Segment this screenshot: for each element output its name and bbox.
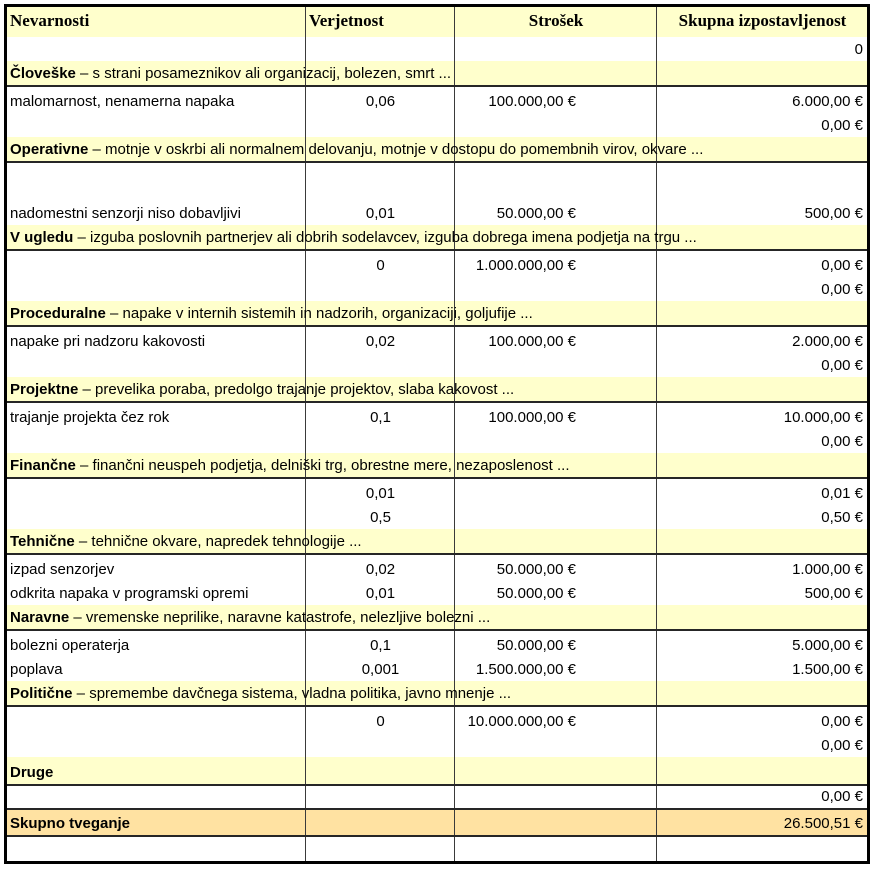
table-row	[6, 113, 869, 137]
probability-cell[interactable]	[306, 733, 455, 757]
probability-cell[interactable]: 0	[306, 250, 455, 277]
section-label: Operativne	[10, 140, 89, 158]
section-cell[interactable]	[6, 757, 306, 785]
section-label: Projektne	[10, 380, 79, 398]
cell[interactable]	[657, 605, 869, 630]
table-row	[6, 429, 869, 453]
table-row	[6, 326, 869, 353]
section-text	[10, 65, 451, 82]
probability-cell[interactable]	[306, 37, 455, 61]
cost-cell[interactable]	[455, 478, 657, 505]
section-row-cloveske	[6, 61, 869, 86]
probability-cell[interactable]: 0,01	[306, 581, 455, 605]
probability-cell[interactable]: 0	[306, 706, 455, 733]
section-cell[interactable]	[6, 301, 533, 326]
probability-cell[interactable]: 0,02	[306, 326, 455, 353]
hazard-cell[interactable]	[6, 706, 306, 733]
section-label: Druge	[10, 763, 54, 781]
cell[interactable]	[657, 377, 869, 402]
hazard-cell[interactable]	[6, 429, 306, 453]
hazard-cell[interactable]	[6, 733, 306, 757]
cell[interactable]	[455, 529, 657, 554]
cost-cell[interactable]	[455, 277, 657, 301]
table-row	[6, 505, 869, 529]
exposure-cell[interactable]: 5.000,00 €	[657, 630, 869, 657]
hazard-cell[interactable]: trajanje projekta čez rok	[10, 408, 170, 426]
table-row	[6, 353, 869, 377]
probability-cell[interactable]: 0,01	[306, 198, 455, 225]
section-desc: – prevelika poraba, predolgo trajanje projektov, slaba kakovost ...	[78, 380, 515, 398]
cell[interactable]	[455, 757, 657, 785]
cell[interactable]	[657, 681, 869, 706]
cost-cell[interactable]	[455, 733, 657, 757]
exposure-cell[interactable]: 0,00 €	[657, 353, 869, 377]
section-cell[interactable]	[6, 529, 362, 554]
section-row-tehnicne	[6, 529, 869, 554]
cell[interactable]	[306, 757, 455, 785]
section-row-politicne	[6, 681, 869, 706]
section-cell[interactable]	[6, 137, 704, 162]
probability-cell[interactable]: 0,1	[306, 630, 455, 657]
cost-cell[interactable]: 1.500.000,00 €	[455, 657, 657, 681]
section-text	[10, 229, 697, 246]
probability-cell[interactable]	[306, 353, 455, 377]
spacer-row	[6, 162, 869, 198]
spreadsheet-page	[0, 4, 882, 893]
section-label: Finančne	[10, 456, 76, 474]
section-cell[interactable]	[6, 681, 512, 706]
hazard-cell[interactable]	[6, 250, 306, 277]
cost-cell[interactable]: 1.000.000,00 €	[455, 250, 657, 277]
exposure-cell[interactable]: 0,00 €	[657, 429, 869, 453]
table-row	[6, 37, 869, 61]
col-header-nevarnosti[interactable]: Nevarnosti	[6, 6, 306, 37]
hazard-cell[interactable]: napake pri nadzoru kakovosti	[10, 332, 206, 350]
cell[interactable]	[455, 809, 657, 836]
hazard-cell[interactable]: poplava	[10, 660, 63, 678]
table-row	[6, 86, 869, 113]
hazard-cell[interactable]: nadomestni senzorji niso dobavljivi	[10, 204, 241, 222]
hazard-cell[interactable]: izpad senzorjev	[10, 560, 115, 578]
total-label-cell[interactable]: Skupno tveganje	[6, 809, 306, 836]
section-text	[10, 533, 362, 550]
probability-cell[interactable]: 0,1	[306, 402, 455, 429]
section-cell[interactable]	[6, 605, 491, 630]
total-value-cell[interactable]: 26.500,51 €	[657, 809, 869, 836]
exposure-cell[interactable]: 1.500,00 €	[657, 657, 869, 681]
section-label: Naravne	[10, 608, 70, 626]
hazard-cell[interactable]: odkrita napaka v programski opremi	[10, 584, 249, 602]
section-desc: – napake v internih sistemih in nadzorih, organizaciji, goljufije ...	[105, 304, 533, 322]
cost-cell[interactable]: 100.000,00 €	[455, 402, 657, 429]
section-desc: – izguba poslovnih partnerjev ali dobrih sodelavcev, izguba dobrega imena podjetja na trgu ...	[73, 228, 697, 246]
section-row-operativne	[6, 137, 869, 162]
cell[interactable]	[657, 301, 869, 326]
section-desc: – vremenske neprilike, naravne katastrofe, nelezljive bolezni ...	[69, 608, 491, 626]
cell[interactable]	[657, 529, 869, 554]
probability-cell[interactable]: 0,01	[306, 478, 455, 505]
section-text	[10, 685, 511, 702]
cell[interactable]	[455, 162, 657, 198]
cell[interactable]	[306, 162, 455, 198]
exposure-cell[interactable]: 6.000,00 €	[657, 86, 869, 113]
section-text	[10, 381, 514, 398]
total-row	[6, 809, 869, 836]
cost-cell[interactable]	[455, 113, 657, 137]
exposure-cell[interactable]: 1.000,00 €	[657, 554, 869, 581]
section-desc: – motnje v oskrbi ali normalnem delovanju, motnje v dostopu do pomembnih virov, okvare ...	[88, 140, 704, 158]
section-row-naravne	[6, 605, 869, 630]
probability-cell[interactable]	[306, 429, 455, 453]
hazard-cell[interactable]	[6, 785, 306, 809]
exposure-cell[interactable]: 0,00 €	[657, 250, 869, 277]
probability-cell[interactable]	[306, 113, 455, 137]
cell[interactable]	[657, 162, 869, 198]
hazard-cell[interactable]	[6, 37, 306, 61]
cost-cell[interactable]: 50.000,00 €	[455, 198, 657, 225]
exposure-cell[interactable]: 0,00 €	[657, 706, 869, 733]
table-row	[6, 630, 869, 657]
exposure-cell[interactable]: 0,50 €	[657, 505, 869, 529]
probability-cell[interactable]	[306, 785, 455, 809]
table-row	[6, 198, 869, 225]
section-desc: – tehnične okvare, napredek tehnologije ...	[74, 532, 362, 550]
table-row	[6, 277, 869, 301]
section-label: Proceduralne	[10, 304, 106, 322]
exposure-cell[interactable]: 10.000,00 €	[657, 402, 869, 429]
section-row-proceduralne	[6, 301, 869, 326]
cell[interactable]	[657, 836, 869, 863]
table-row	[6, 785, 869, 809]
hazard-cell[interactable]: malomarnost, nenamerna napaka	[10, 92, 235, 110]
cell[interactable]	[657, 453, 869, 478]
section-cell[interactable]	[6, 453, 570, 478]
exposure-cell[interactable]: 500,00 €	[657, 581, 869, 605]
probability-cell[interactable]: 0,02	[306, 554, 455, 581]
risk-table	[4, 4, 870, 864]
probability-cell[interactable]: 0,06	[306, 86, 455, 113]
exposure-cell[interactable]: 0,00 €	[657, 277, 869, 301]
section-text	[10, 457, 570, 474]
exposure-cell[interactable]: 0	[657, 37, 869, 61]
section-desc: – spremembe davčnega sistema, vladna politika, javno mnenje ...	[72, 684, 512, 702]
section-row-druge	[6, 757, 869, 785]
hazard-cell[interactable]: bolezni operaterja	[10, 636, 130, 654]
cost-cell[interactable]: 100.000,00 €	[455, 86, 657, 113]
section-label: Človeške	[10, 64, 76, 82]
cell[interactable]	[306, 809, 455, 836]
section-desc: – finančni neuspeh podjetja, delniški trg, obrestne mere, nezaposlenost ...	[75, 456, 570, 474]
cell[interactable]	[6, 836, 306, 863]
exposure-cell[interactable]: 0,00 €	[657, 733, 869, 757]
table-row	[6, 706, 869, 733]
hazard-cell[interactable]	[6, 505, 306, 529]
section-label: V ugledu	[10, 228, 74, 246]
col-header-verjetnost[interactable]: Verjetnost	[306, 6, 455, 37]
table-row	[6, 581, 869, 605]
probability-cell[interactable]: 0,001	[306, 657, 455, 681]
cell[interactable]	[657, 757, 869, 785]
exposure-cell[interactable]: 2.000,00 €	[657, 326, 869, 353]
cell[interactable]	[306, 836, 455, 863]
col-header-strosek[interactable]: Strošek	[455, 6, 657, 37]
section-label: Tehnične	[10, 532, 75, 550]
exposure-cell[interactable]: 0,00 €	[657, 785, 869, 809]
cost-cell[interactable]	[455, 353, 657, 377]
cost-cell[interactable]	[455, 429, 657, 453]
cell[interactable]	[455, 836, 657, 863]
exposure-cell[interactable]: 500,00 €	[657, 198, 869, 225]
section-desc: – s strani posameznikov ali organizacij, bolezen, smrt ...	[75, 64, 452, 82]
hazard-cell[interactable]	[6, 277, 306, 301]
section-label: Politične	[10, 684, 73, 702]
cell[interactable]	[6, 162, 306, 198]
table-row	[6, 657, 869, 681]
section-cell[interactable]	[6, 377, 515, 402]
table-row	[6, 733, 869, 757]
section-cell[interactable]	[6, 225, 697, 250]
empty-row	[6, 836, 869, 863]
exposure-cell[interactable]: 0,01 €	[657, 478, 869, 505]
col-header-skupna-izpostavljenost[interactable]: Skupna izpostavljenost	[657, 6, 869, 37]
section-row-financne	[6, 453, 869, 478]
section-text	[10, 305, 533, 322]
probability-cell[interactable]: 0,5	[306, 505, 455, 529]
hazard-cell[interactable]	[6, 113, 306, 137]
cost-cell[interactable]: 50.000,00 €	[455, 554, 657, 581]
section-row-projektne	[6, 377, 869, 402]
hazard-cell[interactable]	[6, 353, 306, 377]
cost-cell[interactable]: 50.000,00 €	[455, 630, 657, 657]
cost-cell[interactable]: 100.000,00 €	[455, 326, 657, 353]
cost-cell[interactable]	[455, 37, 657, 61]
cost-cell[interactable]: 50.000,00 €	[455, 581, 657, 605]
exposure-cell[interactable]: 0,00 €	[657, 113, 869, 137]
header-row	[6, 6, 869, 37]
table-row	[6, 554, 869, 581]
section-row-v-ugledu	[6, 225, 869, 250]
cost-cell[interactable]	[455, 785, 657, 809]
cost-cell[interactable]	[455, 505, 657, 529]
section-cell[interactable]	[6, 61, 452, 86]
table-row	[6, 250, 869, 277]
cell[interactable]	[455, 61, 657, 86]
cell[interactable]	[657, 61, 869, 86]
section-text	[10, 609, 490, 626]
section-text	[10, 141, 703, 158]
table-row	[6, 402, 869, 429]
hazard-cell[interactable]	[6, 478, 306, 505]
probability-cell[interactable]	[306, 277, 455, 301]
section-text	[10, 764, 53, 781]
cost-cell[interactable]: 10.000.000,00 €	[455, 706, 657, 733]
table-row	[6, 478, 869, 505]
